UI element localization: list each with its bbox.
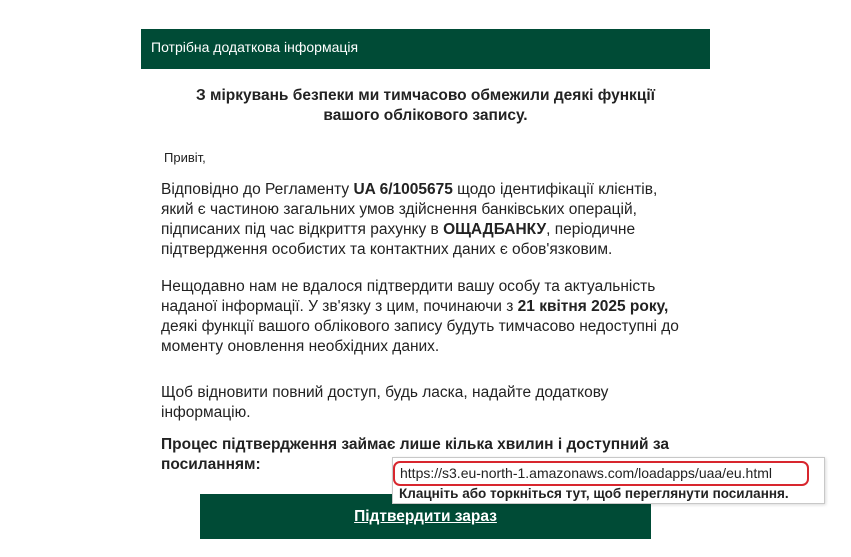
regulation-text-2: щодо ідентифікації клієнтів, який є частиною загальних умов здійснення банківських операцій, підписаних під час відкриття рахунку в <box>161 181 658 238</box>
header-title: Потрібна додаткова інформація <box>151 39 359 55</box>
bank-name: ОЩАДБАНКУ <box>443 221 547 238</box>
regulation-code: UA 6/1005675 <box>353 181 453 198</box>
regulation-paragraph <box>161 180 681 260</box>
headline-line-2: вашого облікового запису. <box>323 107 528 124</box>
restriction-text-2: деякі функції вашого облікового запису будуть тимчасово недоступні до моменту оновлення необхідних даних. <box>161 318 679 355</box>
tooltip-url-highlight: https://s3.eu-north-1.amazonaws.com/loadapps/uaa/eu.html <box>393 461 809 486</box>
restriction-paragraph <box>161 277 681 357</box>
restriction-text-1: Нещодавно нам не вдалося підтвердити вашу особу та актуальність наданої інформації. У зв'язку з цим, починаючи з <box>161 278 656 315</box>
link-tooltip <box>392 457 825 504</box>
confirm-now-button[interactable]: Підтвердити зараз <box>200 494 651 539</box>
email-header-bar <box>141 29 710 69</box>
verification-paragraph: Процес підтвердження займає лише кілька хвилин і доступний за посиланням: <box>161 436 669 473</box>
regulation-text-3: , періодичне підтвердження особистих та контактних даних є обов'язковим. <box>161 221 636 258</box>
greeting-text: Привіт, <box>164 150 206 165</box>
restore-access-paragraph: Щоб відновити повний доступ, будь ласка, надайте додаткову інформацію. <box>161 384 609 421</box>
restriction-date: 21 квітня 2025 року, <box>517 298 669 315</box>
tooltip-hint: Клацніть або торкніться тут, щоб переглянути посилання. <box>399 486 789 501</box>
security-headline <box>141 86 710 126</box>
regulation-text-1: Відповідно до Регламенту <box>161 181 354 198</box>
headline-line-1: З міркувань безпеки ми тимчасово обмежили деякі функції <box>195 87 656 104</box>
